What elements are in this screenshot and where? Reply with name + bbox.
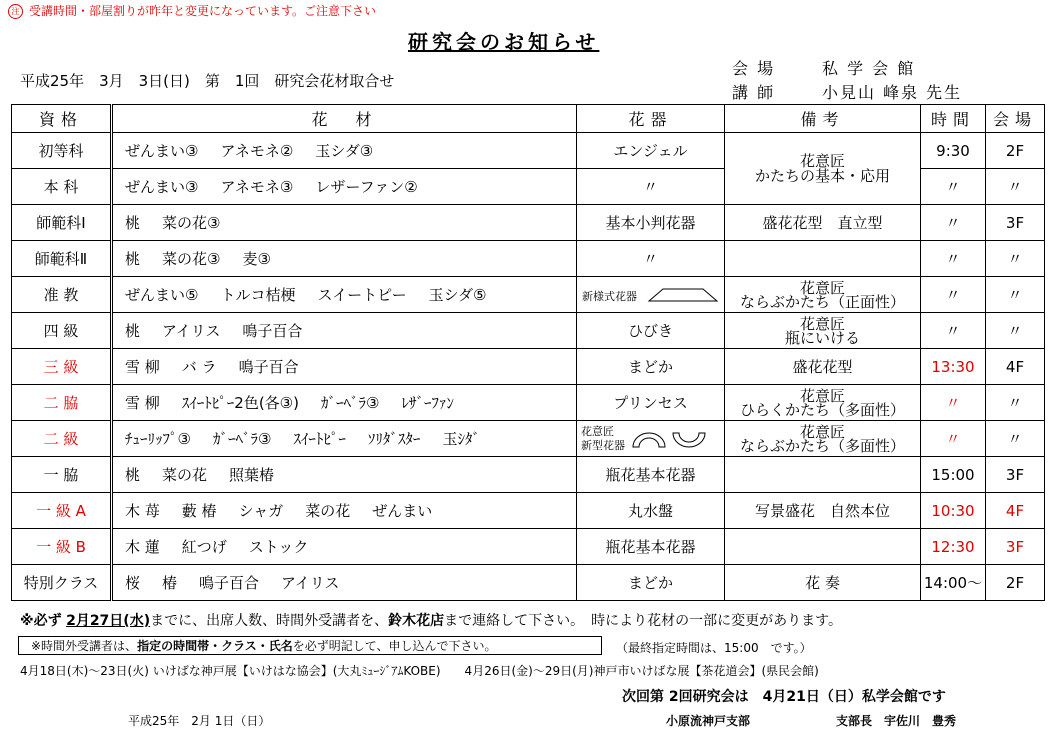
material: スイートピー bbox=[317, 286, 407, 304]
material: 木 苺 bbox=[125, 502, 160, 520]
materials-cell bbox=[112, 277, 577, 313]
grade-cell: 一 脇 bbox=[12, 457, 112, 493]
time-cell: 12:30 bbox=[921, 529, 986, 565]
grade-cell: 三 級 bbox=[12, 349, 112, 385]
remarks-cell: 盛花花型 直立型 bbox=[725, 205, 921, 241]
time-cell: 〃 bbox=[921, 205, 986, 241]
lecturer bbox=[732, 80, 963, 103]
vessel-cell bbox=[577, 277, 725, 313]
box-text-2: を必ず明記して、申し込んで下さい。 bbox=[292, 639, 497, 653]
material: ｽｲｰﾄﾋﾟｰ bbox=[293, 430, 346, 448]
notice-line bbox=[8, 2, 376, 19]
remarks-cell bbox=[725, 529, 921, 565]
material: ﾁｭｰﾘｯﾌﾟ③ bbox=[125, 430, 191, 448]
material: トルコ桔梗 bbox=[220, 286, 296, 304]
exhibitions: 4月18日(木)～23日(火) いけばな神戸展【いけはな協会】(大丸ﾐｭｰｼﾞｱﾑKOBE) 4月26日(金)～29日(月)神戸市いけばな展【茶花道会】(県民会館) bbox=[20, 664, 819, 678]
materials-cell bbox=[112, 169, 577, 205]
vessel-cell: 〃 bbox=[577, 241, 725, 277]
table-row bbox=[12, 493, 1045, 529]
lecturer-value: 小見山 峰泉 先生 bbox=[822, 83, 963, 102]
vessel-cell bbox=[577, 421, 725, 457]
material: アネモネ③ bbox=[220, 178, 294, 196]
materials-cell bbox=[112, 421, 577, 457]
schedule-table bbox=[11, 104, 1045, 601]
material: 玉ｼﾀﾞ bbox=[442, 430, 480, 448]
table-row bbox=[12, 313, 1045, 349]
vessel-cell: まどか bbox=[577, 565, 725, 601]
off-hours-note-box bbox=[18, 636, 602, 655]
time-cell: 〃 bbox=[921, 169, 986, 205]
remark-line: ならぶかたち（多面性） bbox=[739, 436, 905, 455]
header-materials: 花 材 bbox=[112, 105, 577, 133]
session-info: 平成25年 3月 3日(日) 第 1回 研究会花材取合せ bbox=[20, 72, 395, 90]
table-row bbox=[12, 241, 1045, 277]
trapezoid-vessel-icon bbox=[647, 288, 719, 302]
time-cell: 9:30 bbox=[921, 133, 986, 169]
time-cell: 13:30 bbox=[921, 349, 986, 385]
grade-cell: 二 脇 bbox=[12, 385, 112, 421]
time-cell: 〃 bbox=[921, 241, 986, 277]
materials-cell bbox=[112, 133, 577, 169]
materials-cell bbox=[112, 241, 577, 277]
materials-cell bbox=[112, 349, 577, 385]
header-time: 時間 bbox=[921, 105, 986, 133]
material: 菜の花 bbox=[162, 466, 208, 484]
material: 麦③ bbox=[242, 250, 271, 268]
vessel-cell: まどか bbox=[577, 349, 725, 385]
room-cell: 4F bbox=[986, 349, 1045, 385]
branch-head: 支部長 宇佐川 豊秀 bbox=[836, 714, 957, 728]
material: 桃 bbox=[125, 214, 141, 232]
issue-date: 平成25年 2月 1日（日） bbox=[128, 714, 271, 728]
remark-line: ひらくかたち（多面性） bbox=[739, 400, 905, 419]
box-emphasis: 指定の時間帯・クラス・氏名 bbox=[137, 639, 293, 653]
remarks-cell bbox=[725, 133, 921, 205]
material: 鳴子百合 bbox=[199, 574, 260, 592]
room-cell: 4F bbox=[986, 493, 1045, 529]
material: 桜 bbox=[125, 574, 141, 592]
material: 木 蓮 bbox=[125, 538, 160, 556]
grade-cell: 一 級 B bbox=[12, 529, 112, 565]
header-vessel: 花器 bbox=[577, 105, 725, 133]
shop-name: 鈴木花店 bbox=[388, 613, 445, 629]
notice-text: 受講時間・部屋割りが昨年と変更になっています。ご注意下さい bbox=[29, 4, 377, 18]
grade-cell: 初等科 bbox=[12, 133, 112, 169]
material: 照葉椿 bbox=[229, 466, 275, 484]
table-row bbox=[12, 457, 1045, 493]
material: ｶﾞｰﾍﾞﾗ③ bbox=[320, 394, 380, 412]
room-cell: 〃 bbox=[986, 241, 1045, 277]
lecturer-label: 講 師 bbox=[732, 83, 776, 102]
time-cell: 〃 bbox=[921, 313, 986, 349]
next-session: 次回第 2回研究会は 4月21日（日）私学会館です bbox=[622, 689, 946, 705]
vessel-line: 新型花器 bbox=[581, 438, 625, 452]
material: シャガ bbox=[238, 502, 284, 520]
vessel-cell: 瓶花基本花器 bbox=[577, 457, 725, 493]
time-cell: 14:00～ bbox=[921, 565, 986, 601]
remarks-cell bbox=[725, 385, 921, 421]
material: ｶﾞｰﾍﾞﾗ③ bbox=[212, 430, 272, 448]
material: 桃 bbox=[125, 466, 141, 484]
material: アイリス bbox=[281, 574, 340, 592]
remarks-cell bbox=[725, 457, 921, 493]
table-row bbox=[12, 133, 1045, 169]
material: バ ラ bbox=[181, 358, 217, 376]
remark-line: 瓶にいける bbox=[784, 328, 860, 347]
remark-line: 花意匠 bbox=[799, 278, 845, 297]
material: 玉シダ⑤ bbox=[428, 286, 487, 304]
vessel-label: 新様式花器 bbox=[582, 289, 637, 303]
deadline-text-2: まで連絡して下さい。 時により花材の一部に変更があります。 bbox=[444, 613, 842, 629]
time-cell: 15:00 bbox=[921, 457, 986, 493]
material: 玉シダ③ bbox=[315, 142, 374, 160]
time-cell: 〃 bbox=[921, 277, 986, 313]
material: 鳴子百合 bbox=[242, 322, 303, 340]
remarks-cell: 写景盛花 自然本位 bbox=[725, 493, 921, 529]
venue-value: 私 学 会 館 bbox=[822, 59, 916, 78]
deadline-text: までに、出席人数、時間外受講者を、 bbox=[150, 613, 389, 629]
material: 菜の花 bbox=[305, 502, 351, 520]
page-title: 研究会のお知らせ bbox=[408, 30, 600, 54]
grade-cell: 准 教 bbox=[12, 277, 112, 313]
vessel-cell: 基本小判花器 bbox=[577, 205, 725, 241]
venue bbox=[732, 56, 916, 79]
last-time-note: （最終指定時間は、15:00 です。） bbox=[616, 641, 812, 655]
materials-cell bbox=[112, 493, 577, 529]
grade-cell: 師範科Ⅰ bbox=[12, 205, 112, 241]
material: 雪 柳 bbox=[125, 394, 160, 412]
remarks-cell bbox=[725, 241, 921, 277]
materials-cell bbox=[112, 205, 577, 241]
room-cell: 〃 bbox=[986, 313, 1045, 349]
materials-cell bbox=[112, 529, 577, 565]
deadline-note bbox=[20, 610, 842, 630]
remarks-cell: 盛花花型 bbox=[725, 349, 921, 385]
room-cell: 〃 bbox=[986, 421, 1045, 457]
material: ぜんまい③ bbox=[125, 142, 199, 160]
time-cell: 〃 bbox=[921, 421, 986, 457]
materials-cell bbox=[112, 385, 577, 421]
grade-cell: 特別クラス bbox=[12, 565, 112, 601]
vessel-cell: 丸水盤 bbox=[577, 493, 725, 529]
material: 鳴子百合 bbox=[238, 358, 299, 376]
grade-cell: 本 科 bbox=[12, 169, 112, 205]
remarks-cell bbox=[725, 421, 921, 457]
vessel-cell: ひびき bbox=[577, 313, 725, 349]
material: 椿 bbox=[162, 574, 178, 592]
arch-vessel-icons bbox=[629, 429, 709, 449]
header-room: 会場 bbox=[986, 105, 1045, 133]
grade-cell: 二 級 bbox=[12, 421, 112, 457]
time-cell: 10:30 bbox=[921, 493, 986, 529]
table-row bbox=[12, 529, 1045, 565]
table-row bbox=[12, 349, 1045, 385]
materials-cell bbox=[112, 313, 577, 349]
deadline-prefix: ※必ず bbox=[20, 613, 62, 629]
venue-label: 会 場 bbox=[732, 59, 776, 78]
vessel-cell: 瓶花基本花器 bbox=[577, 529, 725, 565]
note-mark: 注 bbox=[8, 4, 23, 19]
remarks-cell bbox=[725, 313, 921, 349]
vessel-line: 花意匠 bbox=[581, 424, 614, 438]
room-cell: 3F bbox=[986, 205, 1045, 241]
remarks-cell: 花 奏 bbox=[725, 565, 921, 601]
table-row bbox=[12, 565, 1045, 601]
table-header bbox=[12, 105, 1045, 133]
room-cell: 〃 bbox=[986, 385, 1045, 421]
materials-cell bbox=[112, 565, 577, 601]
table-row bbox=[12, 277, 1045, 313]
material: ｽｲｰﾄﾋﾟｰ2色(各③) bbox=[181, 394, 299, 412]
remark-line: ならぶかたち（正面性） bbox=[739, 292, 905, 311]
grade-cell: 一 級 A bbox=[12, 493, 112, 529]
table-row bbox=[12, 385, 1045, 421]
branch-name: 小原流神戸支部 bbox=[666, 714, 751, 728]
material: アイリス bbox=[162, 322, 221, 340]
time-cell: 〃 bbox=[921, 385, 986, 421]
material: 桃 bbox=[125, 250, 141, 268]
material: ストック bbox=[248, 538, 309, 556]
remark-line: かたちの基本・応用 bbox=[754, 166, 890, 185]
material: ﾚｻﾞｰﾌｧﾝ bbox=[401, 394, 454, 412]
vessel-cell: エンジェル bbox=[577, 133, 725, 169]
material: 菜の花③ bbox=[162, 214, 221, 232]
room-cell: 2F bbox=[986, 565, 1045, 601]
table-row bbox=[12, 205, 1045, 241]
vessel-label bbox=[581, 425, 625, 453]
remark-line: 花意匠 bbox=[799, 151, 845, 170]
header-remarks: 備考 bbox=[725, 105, 921, 133]
room-cell: 2F bbox=[986, 133, 1045, 169]
remark-line: 花意匠 bbox=[799, 314, 845, 333]
header-grade: 資格 bbox=[12, 105, 112, 133]
material: 桃 bbox=[125, 322, 141, 340]
room-cell: 3F bbox=[986, 529, 1045, 565]
material: ぜんまい③ bbox=[125, 178, 199, 196]
box-text: ※時間外受講者は、 bbox=[31, 639, 138, 653]
vessel-cell: プリンセス bbox=[577, 385, 725, 421]
materials-cell bbox=[112, 457, 577, 493]
table-row bbox=[12, 421, 1045, 457]
material: 藪 椿 bbox=[181, 502, 217, 520]
material: ぜんまい bbox=[372, 502, 433, 520]
remarks-cell bbox=[725, 277, 921, 313]
deadline-date: 2月27日(水) bbox=[66, 613, 151, 629]
vessel-cell: 〃 bbox=[577, 169, 725, 205]
material: ｿﾘﾀﾞｽﾀｰ bbox=[367, 430, 421, 448]
grade-cell: 師範科Ⅱ bbox=[12, 241, 112, 277]
remark-line: 花意匠 bbox=[799, 386, 845, 405]
material: 紅つげ bbox=[181, 538, 227, 556]
room-cell: 〃 bbox=[986, 277, 1045, 313]
room-cell: 3F bbox=[986, 457, 1045, 493]
remark-line: 花意匠 bbox=[799, 422, 845, 441]
material: 雪 柳 bbox=[125, 358, 160, 376]
grade-cell: 四 級 bbox=[12, 313, 112, 349]
material: ぜんまい⑤ bbox=[125, 286, 199, 304]
material: 菜の花③ bbox=[162, 250, 221, 268]
material: レザーファン② bbox=[315, 178, 418, 196]
material: アネモネ② bbox=[220, 142, 294, 160]
room-cell: 〃 bbox=[986, 169, 1045, 205]
